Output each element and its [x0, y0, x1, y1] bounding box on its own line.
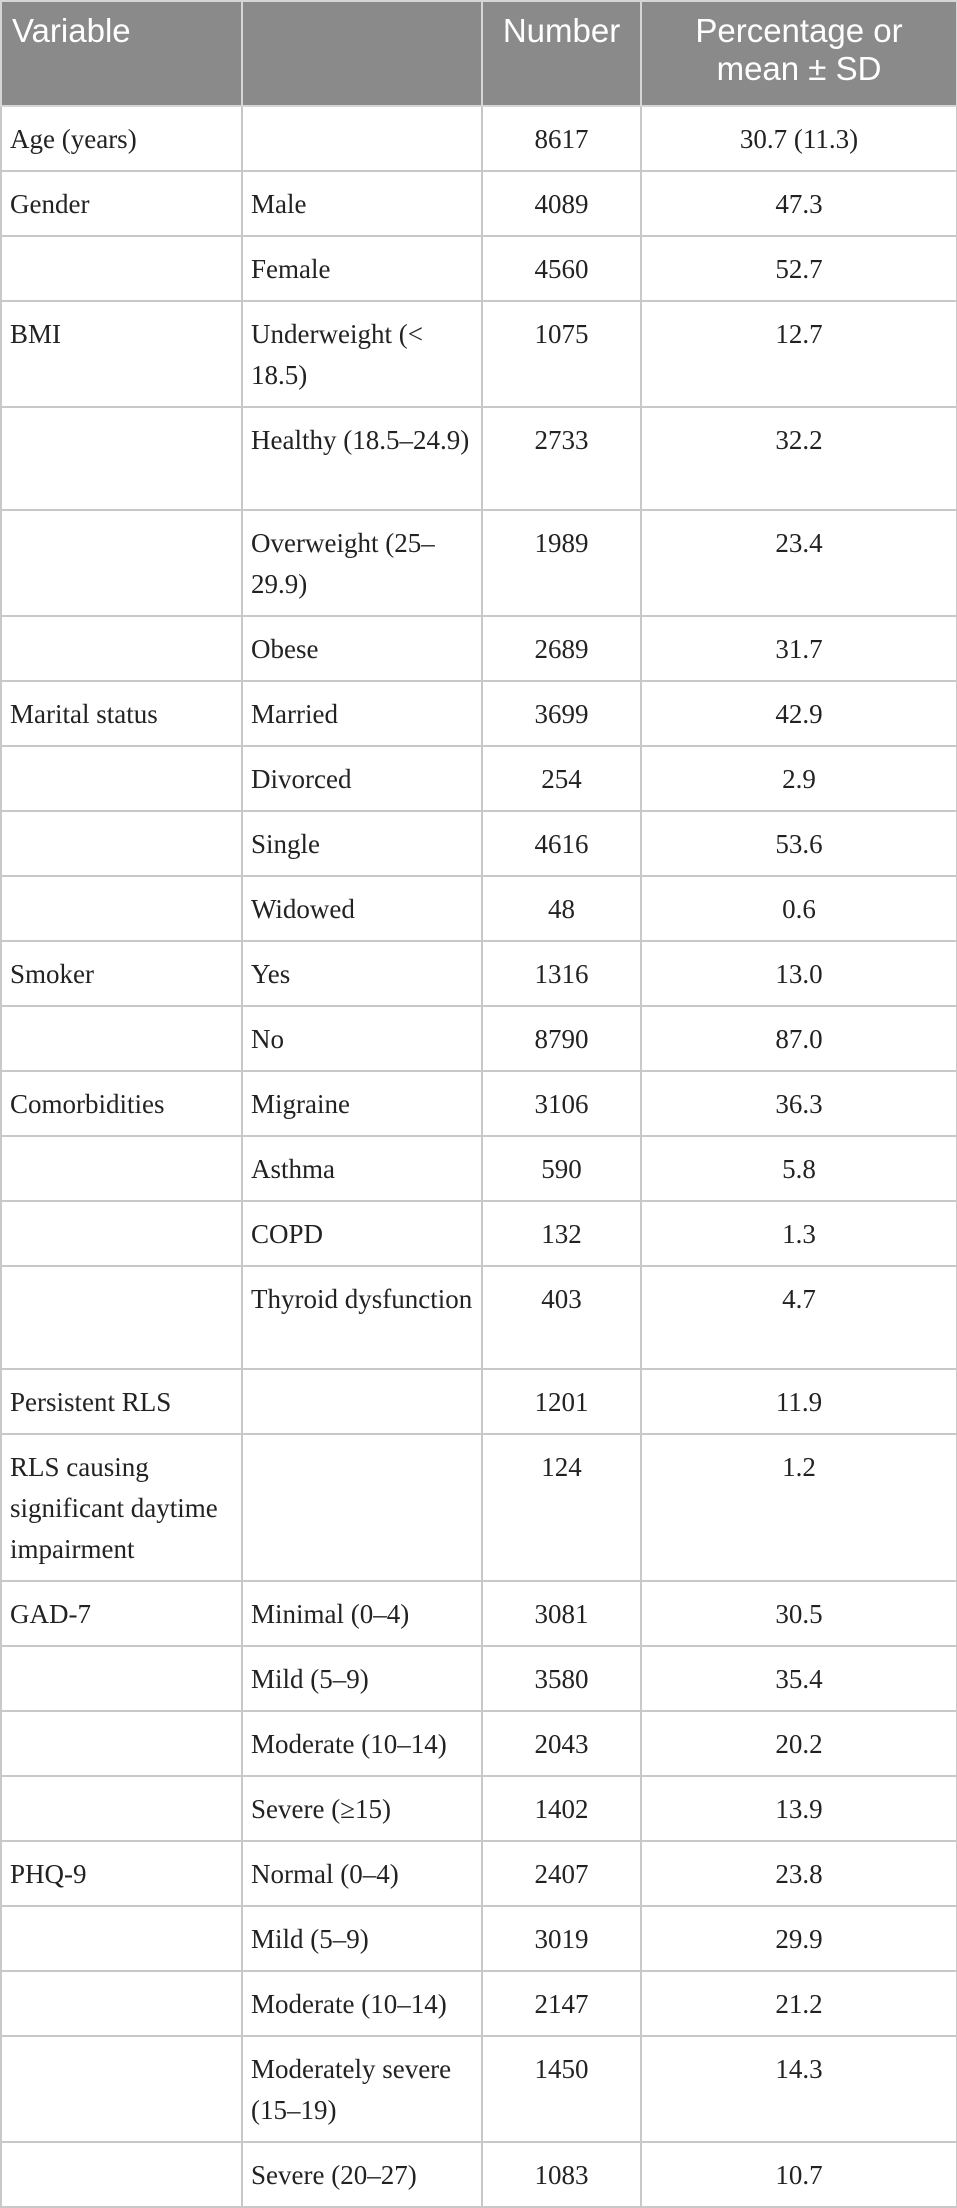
cell-number: 254: [482, 746, 641, 811]
table-row: [1, 106, 957, 171]
cell-value: 29.9: [641, 1906, 957, 1971]
cell-value: 20.2: [641, 1711, 957, 1776]
header-variable: Variable: [1, 1, 242, 106]
table-row: [1, 510, 957, 616]
cell-category: COPD: [242, 1201, 482, 1266]
cell-number: 8617: [482, 106, 641, 171]
cell-number: 124: [482, 1434, 641, 1581]
cell-category: Yes: [242, 941, 482, 1006]
cell-variable: [1, 1266, 242, 1369]
cell-variable: [1, 407, 242, 510]
cell-value: 30.5: [641, 1581, 957, 1646]
cell-value: 13.9: [641, 1776, 957, 1841]
cell-value: 23.4: [641, 510, 957, 616]
cell-value: 12.7: [641, 301, 957, 407]
table-row: [1, 1776, 957, 1841]
table-row: [1, 1646, 957, 1711]
cell-category: Underweight (< 18.5): [242, 301, 482, 407]
table-row: [1, 941, 957, 1006]
table-row: [1, 1006, 957, 1071]
cell-category: [242, 1369, 482, 1434]
cell-number: 1083: [482, 2142, 641, 2207]
cell-variable: [1, 811, 242, 876]
header-number: Number: [482, 1, 641, 106]
cell-number: 1402: [482, 1776, 641, 1841]
cell-value: 42.9: [641, 681, 957, 746]
cell-number: 1989: [482, 510, 641, 616]
cell-variable: Comorbidities: [1, 1071, 242, 1136]
cell-variable: Persistent RLS: [1, 1369, 242, 1434]
header-category: [242, 1, 482, 106]
cell-category: Severe (≥15): [242, 1776, 482, 1841]
cell-variable: [1, 1201, 242, 1266]
cell-variable: GAD-7: [1, 1581, 242, 1646]
cell-variable: RLS causing significant daytime impairment: [1, 1434, 242, 1581]
cell-number: 3081: [482, 1581, 641, 1646]
cell-variable: [1, 616, 242, 681]
cell-category: Married: [242, 681, 482, 746]
cell-category: Widowed: [242, 876, 482, 941]
table-row: [1, 1971, 957, 2036]
cell-number: 1075: [482, 301, 641, 407]
cell-value: 4.7: [641, 1266, 957, 1369]
table-row: [1, 1581, 957, 1646]
table-row: [1, 1266, 957, 1369]
cell-category: Male: [242, 171, 482, 236]
cell-number: 132: [482, 1201, 641, 1266]
cell-category: Overweight (25–29.9): [242, 510, 482, 616]
table-row: [1, 1136, 957, 1201]
cell-category: Thyroid dysfunction: [242, 1266, 482, 1369]
cell-value: 35.4: [641, 1646, 957, 1711]
cell-variable: [1, 236, 242, 301]
cell-category: Migraine: [242, 1071, 482, 1136]
cell-variable: [1, 1136, 242, 1201]
cell-value: 36.3: [641, 1071, 957, 1136]
cell-number: 3106: [482, 1071, 641, 1136]
cell-number: 4560: [482, 236, 641, 301]
table-row: [1, 1841, 957, 1906]
cell-number: 4616: [482, 811, 641, 876]
cell-value: 23.8: [641, 1841, 957, 1906]
cell-number: 3580: [482, 1646, 641, 1711]
cell-number: 590: [482, 1136, 641, 1201]
cell-value: 13.0: [641, 941, 957, 1006]
cell-value: 5.8: [641, 1136, 957, 1201]
cell-value: 0.6: [641, 876, 957, 941]
cell-value: 2.9: [641, 746, 957, 811]
cell-category: Moderately severe (15–19): [242, 2036, 482, 2142]
cell-value: 53.6: [641, 811, 957, 876]
cell-category: Asthma: [242, 1136, 482, 1201]
cell-value: 30.7 (11.3): [641, 106, 957, 171]
cell-category: Obese: [242, 616, 482, 681]
cell-number: 1450: [482, 2036, 641, 2142]
cell-value: 47.3: [641, 171, 957, 236]
cell-category: Female: [242, 236, 482, 301]
cell-category: Normal (0–4): [242, 1841, 482, 1906]
cell-category: Moderate (10–14): [242, 1711, 482, 1776]
cell-category: Healthy (18.5–24.9): [242, 407, 482, 510]
table-row: [1, 236, 957, 301]
cell-value: 87.0: [641, 1006, 957, 1071]
cell-variable: [1, 1646, 242, 1711]
cell-category: Mild (5–9): [242, 1646, 482, 1711]
table-row: [1, 407, 957, 510]
table-row: [1, 171, 957, 236]
cell-variable: PHQ-9: [1, 1841, 242, 1906]
cell-value: 10.7: [641, 2142, 957, 2207]
table-row: [1, 681, 957, 746]
cell-variable: Smoker: [1, 941, 242, 1006]
cell-variable: [1, 2142, 242, 2207]
cell-variable: [1, 1971, 242, 2036]
table-row: [1, 2142, 957, 2207]
cell-variable: [1, 876, 242, 941]
cell-number: 2733: [482, 407, 641, 510]
cell-category: Single: [242, 811, 482, 876]
cell-category: Minimal (0–4): [242, 1581, 482, 1646]
table-row: [1, 301, 957, 407]
cell-variable: [1, 1006, 242, 1071]
cell-number: 3019: [482, 1906, 641, 1971]
cell-variable: Marital status: [1, 681, 242, 746]
cell-number: 2689: [482, 616, 641, 681]
cell-category: Mild (5–9): [242, 1906, 482, 1971]
cell-number: 8790: [482, 1006, 641, 1071]
table-row: [1, 1071, 957, 1136]
cell-value: 1.3: [641, 1201, 957, 1266]
table-row: [1, 1906, 957, 1971]
cell-value: 52.7: [641, 236, 957, 301]
cell-category: No: [242, 1006, 482, 1071]
cell-variable: BMI: [1, 301, 242, 407]
cell-category: Divorced: [242, 746, 482, 811]
table-row: [1, 2036, 957, 2142]
cell-variable: [1, 1906, 242, 1971]
cell-category: Severe (20–27): [242, 2142, 482, 2207]
cell-category: [242, 106, 482, 171]
table-row: [1, 1434, 957, 1581]
cell-value: 14.3: [641, 2036, 957, 2142]
cell-variable: [1, 1711, 242, 1776]
cell-variable: Gender: [1, 171, 242, 236]
cell-category: [242, 1434, 482, 1581]
cell-number: 2407: [482, 1841, 641, 1906]
cell-variable: [1, 1776, 242, 1841]
table-row: [1, 616, 957, 681]
table-row: [1, 746, 957, 811]
cell-value: 11.9: [641, 1369, 957, 1434]
cell-number: 2043: [482, 1711, 641, 1776]
cell-value: 31.7: [641, 616, 957, 681]
cell-number: 1201: [482, 1369, 641, 1434]
cell-value: 1.2: [641, 1434, 957, 1581]
cell-number: 4089: [482, 171, 641, 236]
cell-variable: Age (years): [1, 106, 242, 171]
table-row: [1, 876, 957, 941]
cell-number: 2147: [482, 1971, 641, 2036]
cell-number: 403: [482, 1266, 641, 1369]
cell-variable: [1, 746, 242, 811]
header-row: [1, 1, 957, 106]
table-row: [1, 811, 957, 876]
cell-variable: [1, 2036, 242, 2142]
table-row: [1, 1369, 957, 1434]
cell-variable: [1, 510, 242, 616]
cell-value: 32.2: [641, 407, 957, 510]
header-percentage: Percentage or mean ± SD: [641, 1, 957, 106]
cell-number: 48: [482, 876, 641, 941]
cell-number: 3699: [482, 681, 641, 746]
table-row: [1, 1201, 957, 1266]
cell-number: 1316: [482, 941, 641, 1006]
cell-value: 21.2: [641, 1971, 957, 2036]
table-row: [1, 1711, 957, 1776]
cell-category: Moderate (10–14): [242, 1971, 482, 2036]
